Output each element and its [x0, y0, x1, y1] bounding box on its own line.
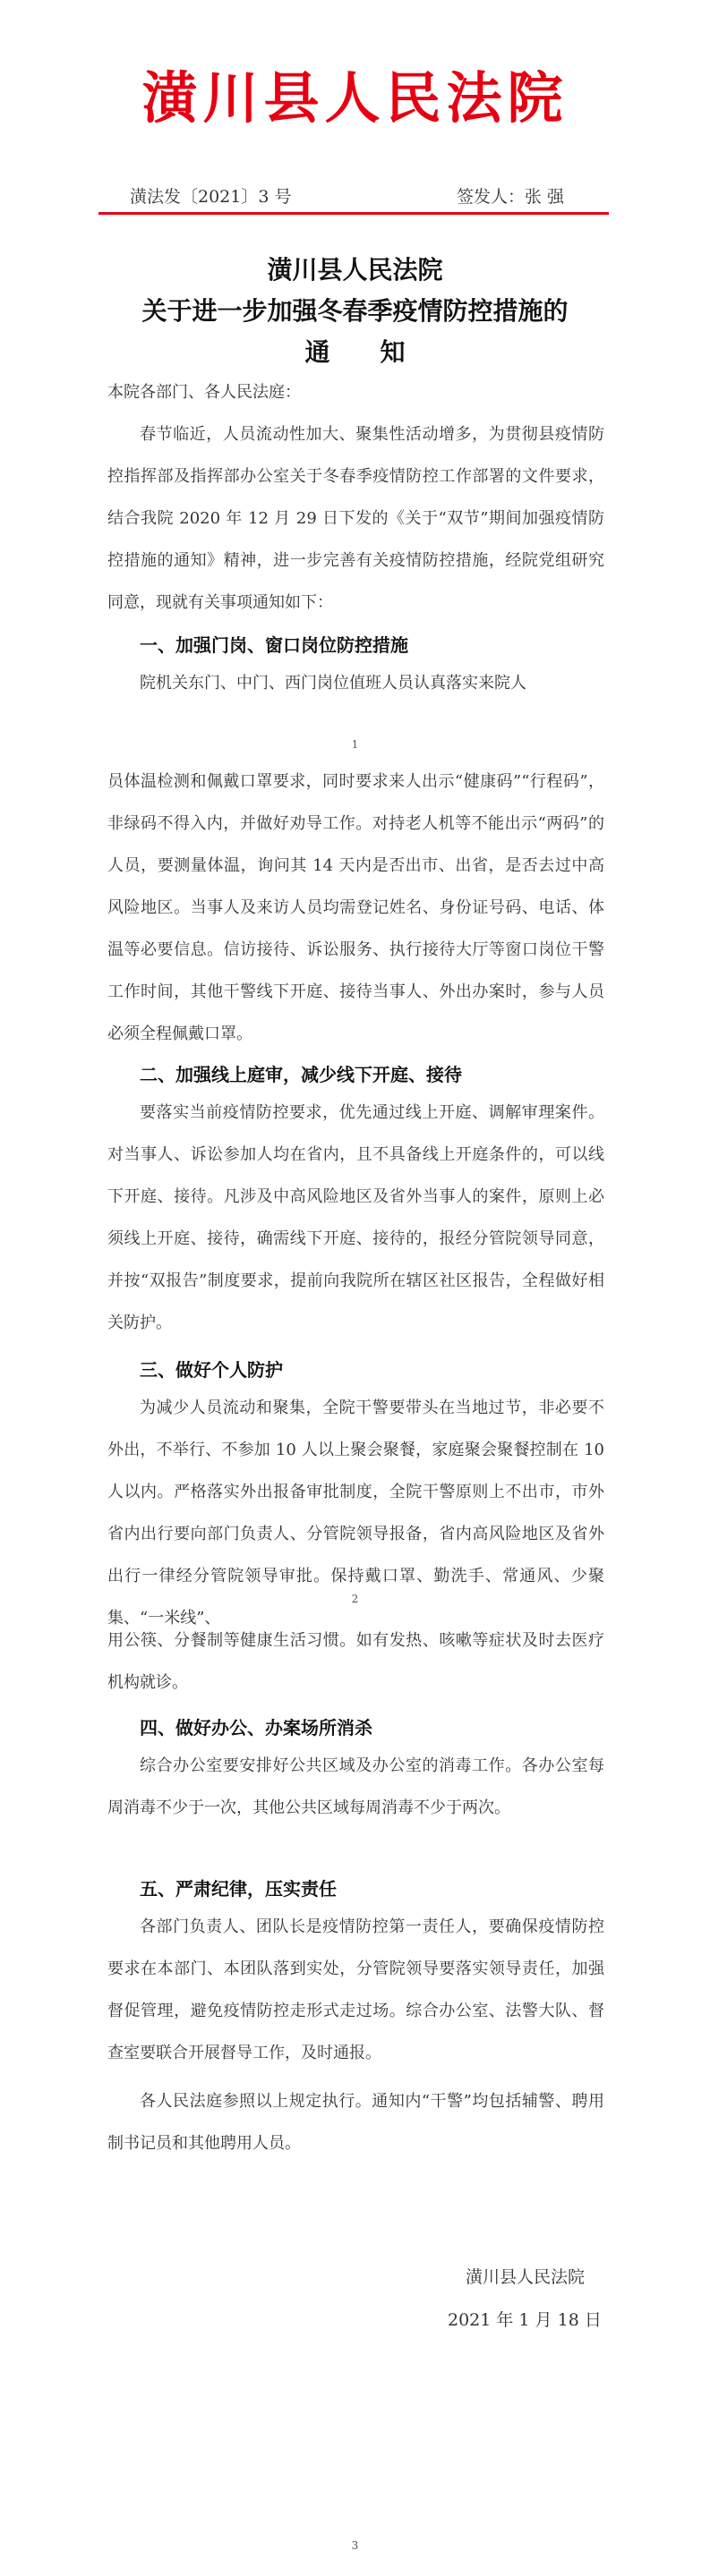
- section-1-heading: 一、加强门岗、窗口岗位防控措施: [140, 634, 408, 656]
- section-4-paragraph: 综合办公室要安排好公共区域及办公室的消毒工作。各办公室每周消毒不少于一次，其他公共区域每周消毒不少于两次。: [107, 1756, 604, 1817]
- title-line-3: 通 知: [304, 337, 406, 367]
- court-masthead: 潢川县人民法院: [141, 65, 569, 131]
- section-5-heading: 五、严肃纪律，压实责任: [140, 1878, 337, 1900]
- red-divider-line: [98, 212, 609, 215]
- signature-org: 潢川县人民法院: [466, 2267, 586, 2287]
- title-line-1: 潢川县人民法院: [267, 255, 443, 285]
- signer: 签发人：张 强: [457, 187, 565, 207]
- section-3-paragraph-start: 为减少人员流动和聚集，全院干警要带头在当地过节，非必要不外出，不举行、不参加 10 人以上聚会聚餐，家庭聚会聚餐控制在 10 人以内。严格落实外出报备审批制度，全院干警原则上不出市，市外省内出行要向部门负责人、分管院领导报备，省内高风险地区及省外出行一律经分管院领导审批。保持戴口罩、勤洗手、常通风、少聚集、“一米线”、: [107, 1399, 604, 1628]
- page-number-3: 3: [351, 2539, 359, 2552]
- title-line-2: 关于进一步加强冬春季疫情防控措施的: [141, 296, 569, 326]
- section-3-heading: 三、做好个人防护: [140, 1359, 283, 1381]
- section-3-paragraph-cont: 用公筷、分餐制等健康生活习惯。如有发热、咳嗽等症状及时去医疗机构就诊。: [107, 1631, 604, 1692]
- page-number-2: 2: [351, 1593, 359, 1605]
- section-2-heading: 二、加强线上庭审，减少线下开庭、接待: [140, 1064, 462, 1085]
- signature-date: 2021 年 1 月 18 日: [448, 2310, 602, 2330]
- page-number-1: 1: [351, 738, 359, 751]
- section-1-paragraph-cont: 员体温检测和佩戴口罩要求，同时要求来人出示“健康码”“行程码”，非绿码不得入内，并做好劝导工作。对持老人机等不能出示“两码”的人员，要测量体温，询问其 14 天内是否出市、出省，是否去过中高风险地区。当事人及来访人员均需登记姓名、身份证号码、电话、体温等必要信息。信访接待、诉讼服务、执行接待大厅等窗口岗位干警工作时间，其他干警线下开庭、接待当事人、外出办案时，参与人员必须全程佩戴口罩。: [107, 772, 604, 1043]
- salutation: 本院各部门、各人民法庭：: [107, 383, 301, 402]
- section-1-paragraph-start: 院机关东门、中门、西门岗位值班人员认真落实来院人: [140, 674, 526, 693]
- section-5-paragraph: 各部门负责人、团队长是疫情防控第一责任人，要确保疫情防控要求在本部门、本团队落到实处，分管院领导要落实领导责任，加强督促管理，避免疫情防控走形式走过场。综合办公室、法警大队、督查室要联合开展督导工作，及时通报。: [107, 1917, 604, 2062]
- intro-paragraph: 春节临近，人员流动性加大、聚集性活动增多，为贯彻县疫情防控指挥部及指挥部办公室关于冬春季疫情防控工作部署的文件要求，结合我院 2020 年 12 月 29 日下发的《关于“双节”期间加强疫情防控措施的通知》精神，进一步完善有关疫情防控措施，经院党组研究同意，现就有关事项通知如下：: [107, 425, 604, 612]
- section-4-heading: 四、做好办公、办案场所消杀: [140, 1717, 372, 1739]
- section-2-paragraph: 要落实当前疫情防控要求，优先通过线上开庭、调解审理案件。对当事人、诉讼参加人均在省内，且不具备线上开庭条件的，可以线下开庭、接待。凡涉及中高风险地区及省外当事人的案件，原则上必须线上开庭、接待，确需线下开庭、接待的，报经分管院领导同意，并按“双报告”制度要求，提前向我院所在辖区社区报告，全程做好相关防护。: [107, 1103, 604, 1332]
- closing-paragraph: 各人民法庭参照以上规定执行。通知内“干警”均包括辅警、聘用制书记员和其他聘用人员。: [107, 2092, 604, 2153]
- document-number: 潢法发〔2021〕3 号: [130, 187, 292, 207]
